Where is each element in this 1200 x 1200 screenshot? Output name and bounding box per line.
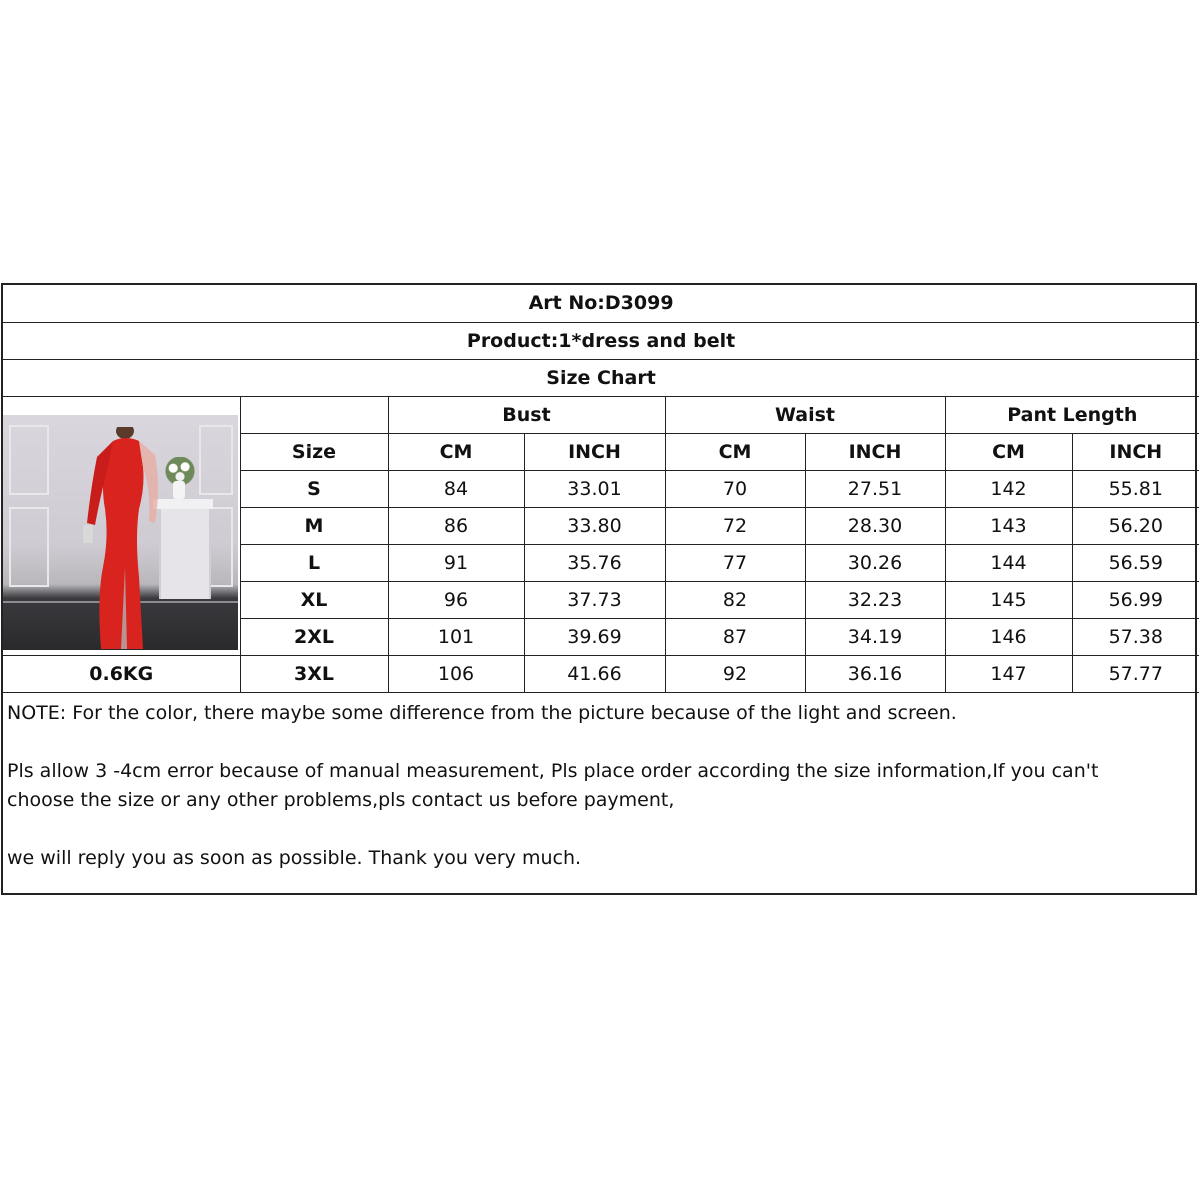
waist-cm-header: CM xyxy=(665,433,805,470)
pant-cm-cell: 144 xyxy=(945,544,1072,581)
vase xyxy=(173,481,185,499)
waist-cm-cell: 70 xyxy=(665,470,805,507)
bust-cm-cell: 86 xyxy=(388,507,524,544)
bust-cm-cell: 101 xyxy=(388,618,524,655)
waist-cm-cell: 72 xyxy=(665,507,805,544)
waist-inch-cell: 34.19 xyxy=(805,618,945,655)
art-number: Art No:D3099 xyxy=(3,285,1199,322)
pant-inch-cell: 55.81 xyxy=(1072,470,1199,507)
note-reply-thanks: we will reply you as soon as possible. Thank you very much. xyxy=(7,846,582,869)
pant-inch-cell: 57.38 xyxy=(1072,618,1199,655)
bust-inch-cell: 33.80 xyxy=(524,507,665,544)
pant-cm-cell: 147 xyxy=(945,655,1072,692)
pant-cm-cell: 146 xyxy=(945,618,1072,655)
product-photo xyxy=(3,415,238,650)
pant-cm-header: CM xyxy=(945,433,1072,470)
pant-cm-cell: 145 xyxy=(945,581,1072,618)
weight-label: 0.6KG xyxy=(3,655,240,692)
wall-panel xyxy=(9,507,49,587)
bust-inch-cell: 39.69 xyxy=(524,618,665,655)
bust-inch-cell: 37.73 xyxy=(524,581,665,618)
bust-cm-cell: 84 xyxy=(388,470,524,507)
size-chart-table xyxy=(3,285,1199,693)
pant-inch-header: INCH xyxy=(1072,433,1199,470)
pant-inch-cell: 56.20 xyxy=(1072,507,1199,544)
notes-section xyxy=(3,693,1195,893)
waist-inch-cell: 36.16 xyxy=(805,655,945,692)
product-description: Product:1*dress and belt xyxy=(3,322,1199,359)
chart-title: Size Chart xyxy=(3,359,1199,396)
bust-inch-cell: 33.01 xyxy=(524,470,665,507)
bust-cm-cell: 106 xyxy=(388,655,524,692)
pant-inch-cell: 56.99 xyxy=(1072,581,1199,618)
table-row xyxy=(3,655,1199,692)
size-cell: 2XL xyxy=(240,618,388,655)
product-photo-cell xyxy=(3,396,240,655)
size-chart-sheet xyxy=(1,283,1197,895)
console-table-base xyxy=(159,509,211,599)
note-contact-before-payment: choose the size or any other problems,pls contact us before payment, xyxy=(7,788,675,811)
red-dress-figure xyxy=(83,427,163,650)
waist-inch-header: INCH xyxy=(805,433,945,470)
waist-inch-cell: 30.26 xyxy=(805,544,945,581)
pant-length-group-header: Pant Length xyxy=(945,396,1199,433)
size-cell: L xyxy=(240,544,388,581)
pant-cm-cell: 143 xyxy=(945,507,1072,544)
bust-cm-header: CM xyxy=(388,433,524,470)
note-measurement-error: Pls allow 3 -4cm error because of manual measurement, Pls place order according the size information,If you can't xyxy=(7,759,1099,782)
waist-cm-cell: 77 xyxy=(665,544,805,581)
waist-inch-cell: 27.51 xyxy=(805,470,945,507)
wall-panel xyxy=(199,425,233,495)
size-cell: XL xyxy=(240,581,388,618)
waist-group-header: Waist xyxy=(665,396,945,433)
waist-inch-cell: 32.23 xyxy=(805,581,945,618)
size-cell: M xyxy=(240,507,388,544)
size-cell: S xyxy=(240,470,388,507)
size-column-header: Size xyxy=(240,433,388,470)
waist-cm-cell: 92 xyxy=(665,655,805,692)
note-color-disclaimer: NOTE: For the color, there maybe some difference from the picture because of the light and screen. xyxy=(7,701,957,724)
size-cell: 3XL xyxy=(240,655,388,692)
bust-inch-cell: 35.76 xyxy=(524,544,665,581)
waist-cm-cell: 82 xyxy=(665,581,805,618)
pant-inch-cell: 56.59 xyxy=(1072,544,1199,581)
bust-cm-cell: 91 xyxy=(388,544,524,581)
pant-cm-cell: 142 xyxy=(945,470,1072,507)
pant-inch-cell: 57.77 xyxy=(1072,655,1199,692)
waist-cm-cell: 87 xyxy=(665,618,805,655)
bust-inch-cell: 41.66 xyxy=(524,655,665,692)
waist-inch-cell: 28.30 xyxy=(805,507,945,544)
bust-cm-cell: 96 xyxy=(388,581,524,618)
bust-group-header: Bust xyxy=(388,396,665,433)
bust-inch-header: INCH xyxy=(524,433,665,470)
wall-panel xyxy=(9,425,49,495)
